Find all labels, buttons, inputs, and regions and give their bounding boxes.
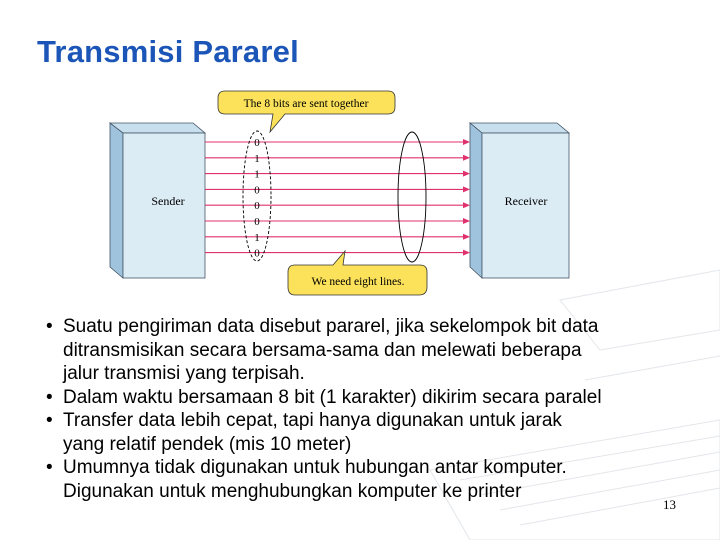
arrowhead-icon — [463, 202, 470, 208]
bullet-item — [46, 386, 706, 410]
bit-labels — [254, 137, 260, 260]
arrowhead-icon — [463, 139, 470, 145]
bit-label: 0 — [254, 184, 260, 197]
top-callout — [218, 91, 395, 132]
bullet-item — [46, 456, 706, 503]
sender-box — [110, 123, 205, 278]
bit-label: 0 — [254, 247, 260, 260]
bit-label: 1 — [254, 152, 260, 165]
bullet-line: Suatu pengiriman data disebut pararel, jika sekelompok bit data — [63, 316, 599, 337]
bullet-dot: • — [46, 457, 53, 478]
bullet-line: yang relatif pendek (mis 10 meter) — [63, 433, 352, 455]
bit-label: 1 — [254, 168, 260, 181]
arrowhead-icon — [463, 218, 470, 224]
bullet-line: Umumnya tidak digunakan untuk hubungan antar komputer. — [63, 457, 567, 478]
bit-label: 0 — [254, 200, 260, 213]
line-group-ellipse — [398, 132, 426, 262]
bullet-line: jalur transmisi yang terpisah. — [63, 363, 305, 384]
bullet-dot: • — [46, 410, 53, 431]
bit-label: 1 — [254, 231, 260, 244]
bullet-line: ditransmisikan secara bersama-sama dan melewati beberapa — [63, 339, 582, 361]
bullet-line: Dalam waktu bersamaan 8 bit (1 karakter) dikirim secara paralel — [63, 386, 602, 408]
top-callout-text: The 8 bits are sent together — [243, 98, 369, 110]
parallel-transmission-diagram — [105, 85, 580, 300]
bit-label: 0 — [254, 216, 260, 228]
bullet-item — [46, 315, 706, 386]
sender-label: Sender — [151, 194, 185, 208]
bullet-line: Transfer data lebih cepat, tapi hanya digunakan untuk jarak — [63, 410, 562, 431]
receiver-label: Receiver — [504, 194, 548, 208]
arrowhead-icon — [463, 234, 470, 240]
arrowhead-icon — [463, 186, 470, 192]
arrowhead-icon — [463, 250, 470, 256]
bit-label: 0 — [254, 137, 260, 149]
bullet-line: Digunakan untuk menghubungkan komputer ke printer — [63, 480, 522, 502]
page-number: 13 — [663, 497, 676, 512]
receiver-box — [470, 123, 569, 278]
signal-lines — [205, 139, 470, 256]
bullet-list — [46, 315, 706, 503]
bottom-callout-text: We need eight lines. — [311, 276, 405, 288]
arrowhead-icon — [463, 171, 470, 177]
arrowhead-icon — [463, 155, 470, 161]
bullet-item — [46, 409, 706, 456]
bullet-dot: • — [46, 316, 53, 337]
slide-title: Transmisi Pararel — [37, 34, 299, 69]
bullet-dot: • — [46, 386, 53, 408]
